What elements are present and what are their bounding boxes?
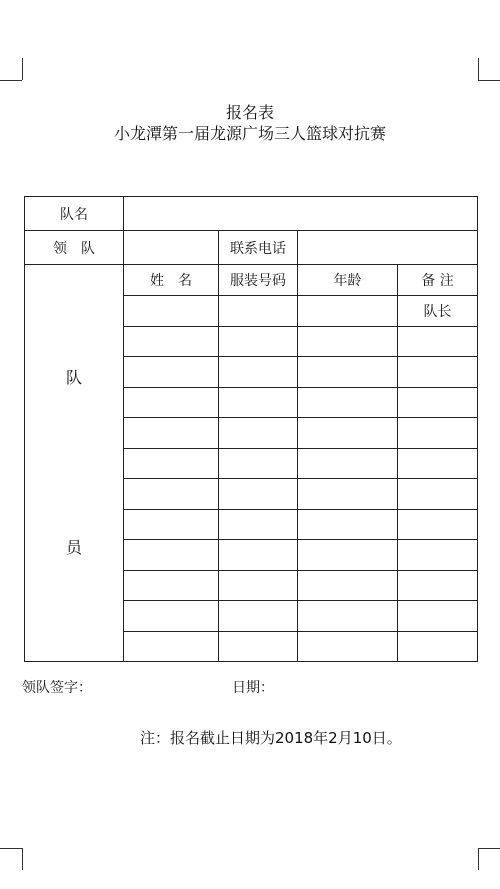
column-header-age: 年龄 [298, 265, 398, 296]
member-name-field[interactable] [124, 326, 219, 357]
member-name-field[interactable] [124, 296, 219, 327]
member-remark[interactable] [398, 601, 478, 632]
leader-row [25, 231, 478, 265]
leader-signature-label: 领队签字： [22, 680, 92, 696]
team-name-label: 队名 [25, 197, 124, 231]
member-age-field[interactable] [298, 479, 398, 510]
deadline-note: 注：报名截止日期为2018年2月10日。 [140, 729, 402, 747]
member-remark[interactable] [398, 387, 478, 418]
member-name-field[interactable] [124, 540, 219, 571]
contact-phone-field[interactable] [298, 231, 478, 265]
leader-name-field[interactable] [124, 231, 219, 265]
team-name-row [25, 197, 478, 231]
member-jersey-field[interactable] [219, 509, 298, 540]
member-age-field[interactable] [298, 418, 398, 449]
member-jersey-field[interactable] [219, 296, 298, 327]
member-name-field[interactable] [124, 509, 219, 540]
member-header-row [25, 265, 478, 296]
member-name-field[interactable] [124, 570, 219, 601]
team-name-field[interactable] [124, 197, 478, 231]
member-name-field[interactable] [124, 479, 219, 510]
member-remark[interactable] [398, 418, 478, 449]
leader-label: 领 队 [25, 231, 124, 265]
crop-mark-bottom-left-h [0, 848, 22, 849]
members-label-cell [25, 265, 124, 662]
member-age-field[interactable] [298, 570, 398, 601]
registration-table [24, 196, 478, 662]
member-name-field[interactable] [124, 601, 219, 632]
member-age-field[interactable] [298, 601, 398, 632]
member-remark[interactable] [398, 448, 478, 479]
date-label: 日期： [232, 680, 274, 696]
member-jersey-field[interactable] [219, 418, 298, 449]
crop-mark-bottom-left-v [22, 848, 23, 870]
crop-mark-bottom-right-v [478, 848, 479, 870]
column-header-jersey: 服装号码 [219, 265, 298, 296]
member-remark[interactable] [398, 326, 478, 357]
member-age-field[interactable] [298, 631, 398, 662]
member-age-field[interactable] [298, 357, 398, 388]
member-remark[interactable] [398, 509, 478, 540]
member-jersey-field[interactable] [219, 570, 298, 601]
member-jersey-field[interactable] [219, 601, 298, 632]
member-remark[interactable] [398, 479, 478, 510]
member-remark[interactable] [398, 570, 478, 601]
members-label-top: 队 [65, 368, 82, 387]
crop-mark-top-left-v [22, 58, 23, 80]
member-name-field[interactable] [124, 357, 219, 388]
member-remark[interactable] [398, 540, 478, 571]
member-jersey-field[interactable] [219, 631, 298, 662]
member-jersey-field[interactable] [219, 387, 298, 418]
member-remark: 队长 [398, 296, 478, 327]
member-jersey-field[interactable] [219, 357, 298, 388]
member-age-field[interactable] [298, 326, 398, 357]
column-header-name: 姓 名 [124, 265, 219, 296]
member-remark[interactable] [398, 631, 478, 662]
event-title: 小龙潭第一届龙源广场三人篮球对抗赛 [113, 124, 386, 143]
member-jersey-field[interactable] [219, 448, 298, 479]
member-age-field[interactable] [298, 448, 398, 479]
crop-mark-top-right-v [478, 58, 479, 80]
member-remark[interactable] [398, 357, 478, 388]
crop-mark-top-left-h [0, 80, 22, 81]
contact-label: 联系电话 [219, 231, 298, 265]
crop-mark-bottom-right-h [478, 848, 500, 849]
member-jersey-field[interactable] [219, 479, 298, 510]
member-age-field[interactable] [298, 540, 398, 571]
member-jersey-field[interactable] [219, 326, 298, 357]
member-age-field[interactable] [298, 387, 398, 418]
form-title: 报名表 [225, 103, 274, 122]
member-name-field[interactable] [124, 387, 219, 418]
member-age-field[interactable] [298, 296, 398, 327]
member-age-field[interactable] [298, 509, 398, 540]
crop-mark-top-right-h [478, 80, 500, 81]
member-name-field[interactable] [124, 631, 219, 662]
member-jersey-field[interactable] [219, 540, 298, 571]
members-label-bottom: 员 [65, 538, 82, 557]
column-header-remark: 备 注 [398, 265, 478, 296]
member-name-field[interactable] [124, 418, 219, 449]
member-name-field[interactable] [124, 448, 219, 479]
